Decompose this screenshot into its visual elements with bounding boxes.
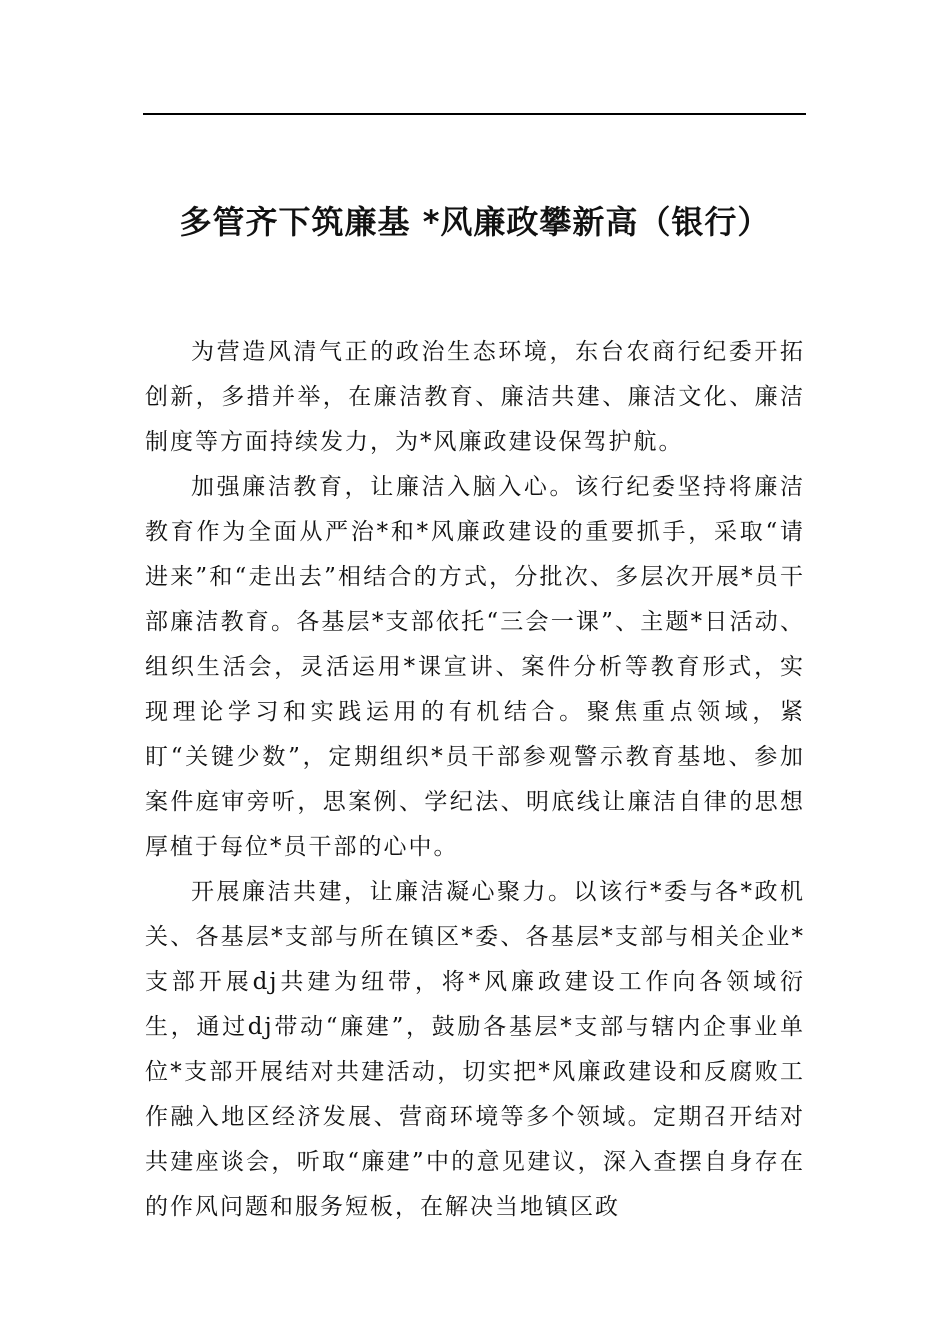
paragraph-education: 加强廉洁教育，让廉洁入脑入心。该行纪委坚持将廉洁教育作为全面从严治*和*风廉政建设的重要抓手，采取“请进来”和“走出去”相结合的方式，分批次、多层次开展*员干部廉洁教育。各基层*支部依托“三会一课”、主题*日活动、组织生活会，灵活运用*课宣讲、案件分析等教育形式，实现理论学习和实践运用的有机结合。聚焦重点领域，紧盯“关键少数”，定期组织*员干部参观警示教育基地、参加案件庭审旁听，思案例、学纪法、明底线让廉洁自律的思想厚植于每位*员干部的心中。 [145,474,805,860]
document-title: 多管齐下筑廉基 *风廉政攀新高（银行） [179,203,771,241]
header-rule [143,113,806,115]
paragraph-intro: 为营造风清气正的政治生态环境，东台农商行纪委开拓创新，多措并举，在廉洁教育、廉洁共建、廉洁文化、廉洁制度等方面持续发力，为*风廉政建设保驾护航。 [145,339,805,455]
document-body [145,330,805,1230]
paragraph-co-building: 开展廉洁共建，让廉洁凝心聚力。以该行*委与各*政机关、各基层*支部与所在镇区*委、各基层*支部与相关企业*支部开展dj共建为纽带，将*风廉政建设工作向各领域衍生，通过dj带动“廉建”，鼓励各基层*支部与辖内企事业单位*支部开展结对共建活动，切实把*风廉政建设和反腐败工作融入地区经济发展、营商环境等多个领域。定期召开结对共建座谈会，听取“廉建”中的意见建议，深入查摆自身存在的作风问题和服务短板，在解决当地镇区政 [145,879,805,1220]
